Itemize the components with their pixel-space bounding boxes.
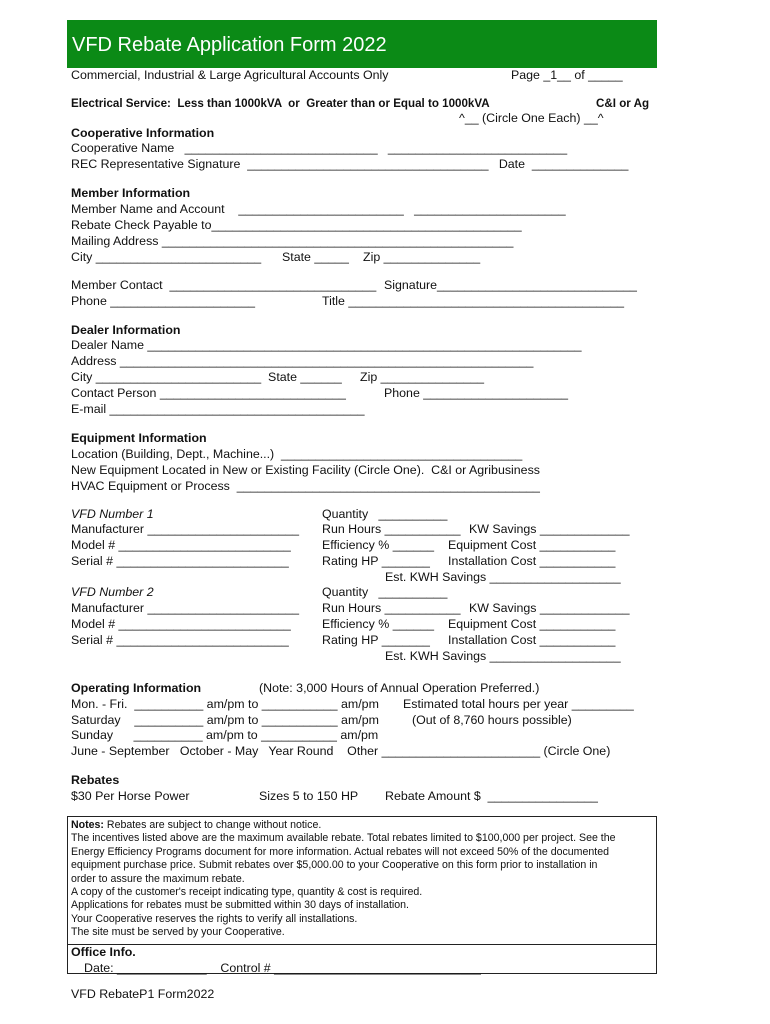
service-class: C&I or Ag (596, 97, 650, 110)
notes-box (67, 816, 657, 974)
notes-line: The incentives listed above are the maximum available rebate. Total rebates limited to $100,000 per project. See the (71, 832, 616, 845)
member-signature-field[interactable]: Signature_____________________________ (384, 278, 637, 292)
monfri-hours-field[interactable]: Mon. - Fri. __________ am/pm to ___________ am/pm (71, 697, 379, 711)
vfd2-efficiency-field[interactable]: Efficiency % ______ (322, 617, 435, 631)
vfd2-heading: VFD Number 2 (71, 585, 154, 599)
dealer-email-field[interactable]: E-mail _____________________________________ (71, 402, 365, 416)
vfd1-efficiency-field[interactable]: Efficiency % ______ (322, 538, 435, 552)
rebate-per-hp: $30 Per Horse Power (71, 789, 190, 803)
rebates-heading: Rebates (71, 773, 120, 787)
season-options[interactable]: June - September October - May Year Round Other _______________________ (Circle One) (71, 744, 611, 758)
office-date-control-field[interactable]: Date: _____________ Control # ______________________________ (84, 961, 481, 975)
notes-line: equipment purchase price. Submit rebates over $5,000.00 to your Cooperative on this form prior to installation in (71, 859, 598, 872)
circle-one-each: ^__ (Circle One Each) __^ (459, 111, 604, 125)
cooperative-heading: Cooperative Information (71, 126, 215, 140)
dealer-contact-field[interactable]: Contact Person ___________________________ (71, 386, 346, 400)
member-phone-field[interactable]: Phone _____________________ (71, 294, 255, 308)
cooperative-name-field[interactable]: Cooperative Name ____________________________ __________________________ (71, 141, 568, 155)
vfd1-model-field[interactable]: Model # _________________________ (71, 538, 291, 552)
rebate-amount-field[interactable]: Rebate Amount $ ________________ (385, 789, 598, 803)
vfd2-serial-field[interactable]: Serial # _________________________ (71, 633, 289, 647)
dealer-address-field[interactable]: Address ____________________________________________________________ (71, 354, 534, 368)
notes-line: Energy Efficiency Programs document for more information. Actual rebates will not exceed 50% of the documented (71, 845, 610, 858)
vfd1-installation-cost-field[interactable]: Installation Cost ___________ (448, 554, 616, 568)
location-field[interactable]: Location (Building, Dept., Machine...) ___________________________________ (71, 447, 523, 461)
member-zip-field[interactable]: Zip ______________ (363, 250, 481, 264)
vfd2-manufacturer-field[interactable]: Manufacturer ______________________ (71, 601, 300, 615)
member-city-field[interactable]: City ________________________ (71, 250, 262, 264)
dealer-phone-field[interactable]: Phone _____________________ (384, 386, 568, 400)
vfd1-equipment-cost-field[interactable]: Equipment Cost ___________ (448, 538, 616, 552)
vfd2-run-hours-field[interactable]: Run Hours ___________ (322, 601, 461, 615)
form-subtitle: Commercial, Industrial & Large Agricultural Accounts Only (71, 68, 389, 82)
vfd2-kwh-savings-field[interactable]: Est. KWH Savings ___________________ (385, 649, 621, 663)
saturday-hours-field[interactable]: Saturday __________ am/pm to ___________ am/pm (71, 713, 379, 727)
vfd1-run-hours-field[interactable]: Run Hours ___________ (322, 522, 461, 536)
operating-note: (Note: 3,000 Hours of Annual Operation Preferred.) (259, 681, 540, 695)
office-info-heading: Office Info. (71, 945, 136, 959)
dealer-heading: Dealer Information (71, 323, 181, 337)
member-title-field[interactable]: Title ________________________________________ (322, 294, 625, 308)
notes-line: A copy of the customer's receipt indicating type, quantity & cost is required. (71, 886, 423, 899)
notes-label: Notes: (71, 819, 104, 831)
new-equipment-line: New Equipment Located in New or Existing Facility (Circle One). C&I or Agribusiness (71, 463, 540, 477)
possible-hours-note: (Out of 8,760 hours possible) (412, 713, 572, 727)
notes-line: The site must be served by your Cooperative. (71, 926, 285, 939)
dealer-zip-field[interactable]: Zip _______________ (360, 370, 485, 384)
vfd1-rating-hp-field[interactable]: Rating HP _______ (322, 554, 430, 568)
form-footer: VFD RebateP1 Form2022 (71, 987, 215, 1001)
rebate-sizes: Sizes 5 to 150 HP (259, 789, 359, 803)
mailing-address-field[interactable]: Mailing Address ___________________________________________________ (71, 234, 514, 248)
page-number: Page _1__ of _____ (511, 68, 623, 82)
notes-line: order to assure the maximum rebate. (71, 872, 245, 885)
vfd1-kw-savings-field[interactable]: KW Savings _____________ (469, 522, 630, 536)
member-heading: Member Information (71, 186, 191, 200)
header-bar (67, 20, 657, 68)
notes-line: Applications for rebates must be submitted within 30 days of installation. (71, 899, 410, 912)
operating-heading: Operating Information (71, 681, 202, 695)
vfd2-installation-cost-field[interactable]: Installation Cost ___________ (448, 633, 616, 647)
vfd1-serial-field[interactable]: Serial # _________________________ (71, 554, 289, 568)
office-divider (68, 944, 656, 945)
rec-signature-field[interactable]: REC Representative Signature ___________________________________ Date ______________ (71, 157, 629, 171)
vfd2-kw-savings-field[interactable]: KW Savings _____________ (469, 601, 630, 615)
dealer-city-state-field[interactable]: City ________________________ State ______ (71, 370, 342, 384)
vfd2-quantity-field[interactable]: Quantity __________ (322, 585, 448, 599)
equipment-heading: Equipment Information (71, 431, 207, 445)
sunday-hours-field[interactable]: Sunday __________ am/pm to ___________ am/pm (71, 728, 379, 742)
member-state-field[interactable]: State _____ (282, 250, 349, 264)
estimated-hours-field[interactable]: Estimated total hours per year _________ (403, 697, 634, 711)
vfd2-rating-hp-field[interactable]: Rating HP _______ (322, 633, 430, 647)
vfd1-kwh-savings-field[interactable]: Est. KWH Savings ___________________ (385, 570, 621, 584)
member-contact-field[interactable]: Member Contact ______________________________ (71, 278, 377, 292)
form-title: VFD Rebate Application Form 2022 (72, 34, 387, 56)
vfd1-manufacturer-field[interactable]: Manufacturer ______________________ (71, 522, 300, 536)
member-name-field[interactable]: Member Name and Account ________________________ ______________________ (71, 202, 566, 216)
hvac-field[interactable]: HVAC Equipment or Process ____________________________________________ (71, 479, 540, 493)
dealer-name-field[interactable]: Dealer Name _______________________________________________________________ (71, 338, 582, 352)
notes-first-line: Rebates are subject to change without notice. (103, 819, 322, 831)
rebate-payable-field[interactable]: Rebate Check Payable to_____________________________________________ (71, 218, 522, 232)
vfd1-heading: VFD Number 1 (71, 507, 154, 521)
electrical-service-line: Electrical Service: Less than 1000kVA or Greater than or Equal to 1000kVA (71, 97, 490, 110)
vfd2-model-field[interactable]: Model # _________________________ (71, 617, 291, 631)
notes-line: Your Cooperative reserves the rights to verify all installations. (71, 912, 358, 925)
vfd2-equipment-cost-field[interactable]: Equipment Cost ___________ (448, 617, 616, 631)
notes-text (71, 819, 657, 947)
vfd1-quantity-field[interactable]: Quantity __________ (322, 507, 448, 521)
